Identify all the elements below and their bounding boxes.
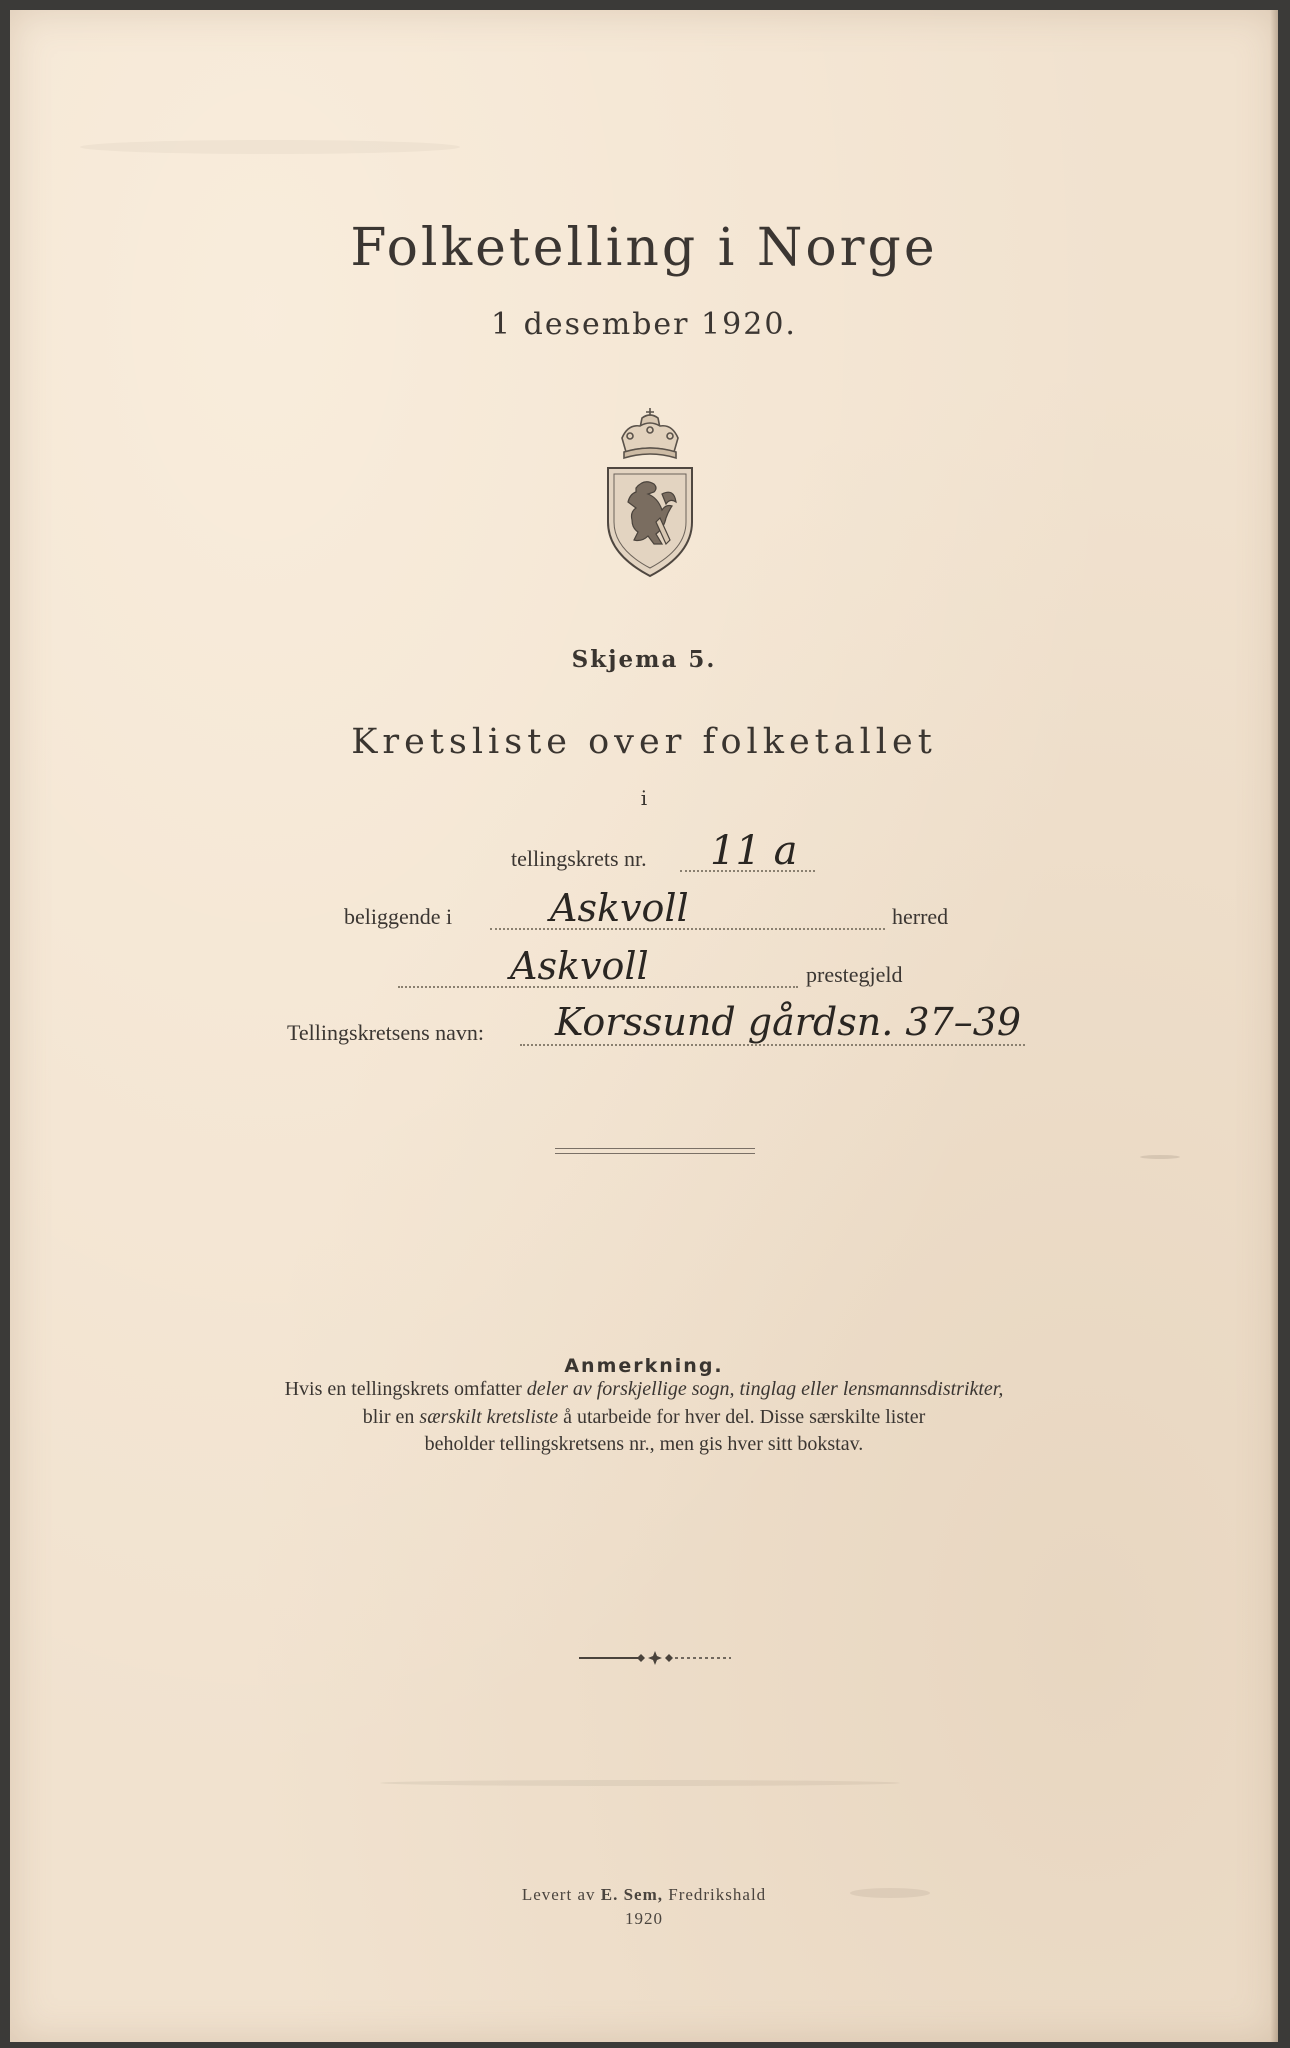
printer-place: Fredrikshald <box>662 1885 767 1904</box>
paper-mark <box>1140 1155 1180 1159</box>
connector-word: i <box>640 786 648 810</box>
herred-label: herred <box>892 904 949 929</box>
krets-number-value: 11 a <box>710 828 798 874</box>
printer-prefix: Levert av <box>521 1885 601 1904</box>
location-value: Askvoll <box>550 886 689 930</box>
document-date: 1 desember 1920. <box>491 307 797 342</box>
parish-value: Askvoll <box>510 944 649 988</box>
paper-mark <box>850 1888 930 1898</box>
note-line-1-italic: deler av forskjellige sogn, tinglag eller lensmannsdistrikter, <box>526 1378 1004 1400</box>
note-line-3: beholder tellingskretsens nr., men gis hver sitt bokstav. <box>424 1433 864 1455</box>
parish-label: prestegjeld <box>806 962 903 987</box>
printer-year: 1920 <box>625 1909 663 1928</box>
note-line-1 <box>10 1378 1278 1401</box>
district-name-label: Tellingskretsens navn: <box>287 1020 485 1045</box>
document-title: Folketelling i Norge <box>350 218 938 278</box>
form-heading: Kretsliste over folketallet <box>351 722 937 762</box>
note-heading: Anmerkning. <box>564 1355 724 1377</box>
paper-mark <box>380 1780 900 1786</box>
printer-name: E. Sem, <box>600 1885 663 1904</box>
district-name-value: Korssund gårdsn. 37–39 <box>555 1000 1022 1044</box>
census-form-page <box>10 10 1278 2042</box>
schema-number: Skjema 5. <box>571 646 717 673</box>
krets-number-label: tellingskrets nr. <box>511 846 647 871</box>
section-divider <box>555 1148 755 1154</box>
note-line-1-plain: Hvis en tellingskrets omfatter <box>284 1378 527 1400</box>
printer-imprint <box>10 1885 1278 1905</box>
note-line-2-plain-a: blir en <box>362 1406 420 1428</box>
divider-ornament-icon <box>575 1648 735 1668</box>
note-line-2 <box>10 1406 1278 1429</box>
paper-mark <box>80 140 460 154</box>
note-line-2-italic: særskilt kretsliste <box>419 1406 559 1428</box>
location-label: beliggende i <box>344 904 453 929</box>
note-line-2-plain-b: å utarbeide for hver del. Disse særskilte lister <box>558 1406 926 1428</box>
coat-of-arms-icon <box>600 404 700 579</box>
district-name-field-line <box>520 1044 1025 1046</box>
